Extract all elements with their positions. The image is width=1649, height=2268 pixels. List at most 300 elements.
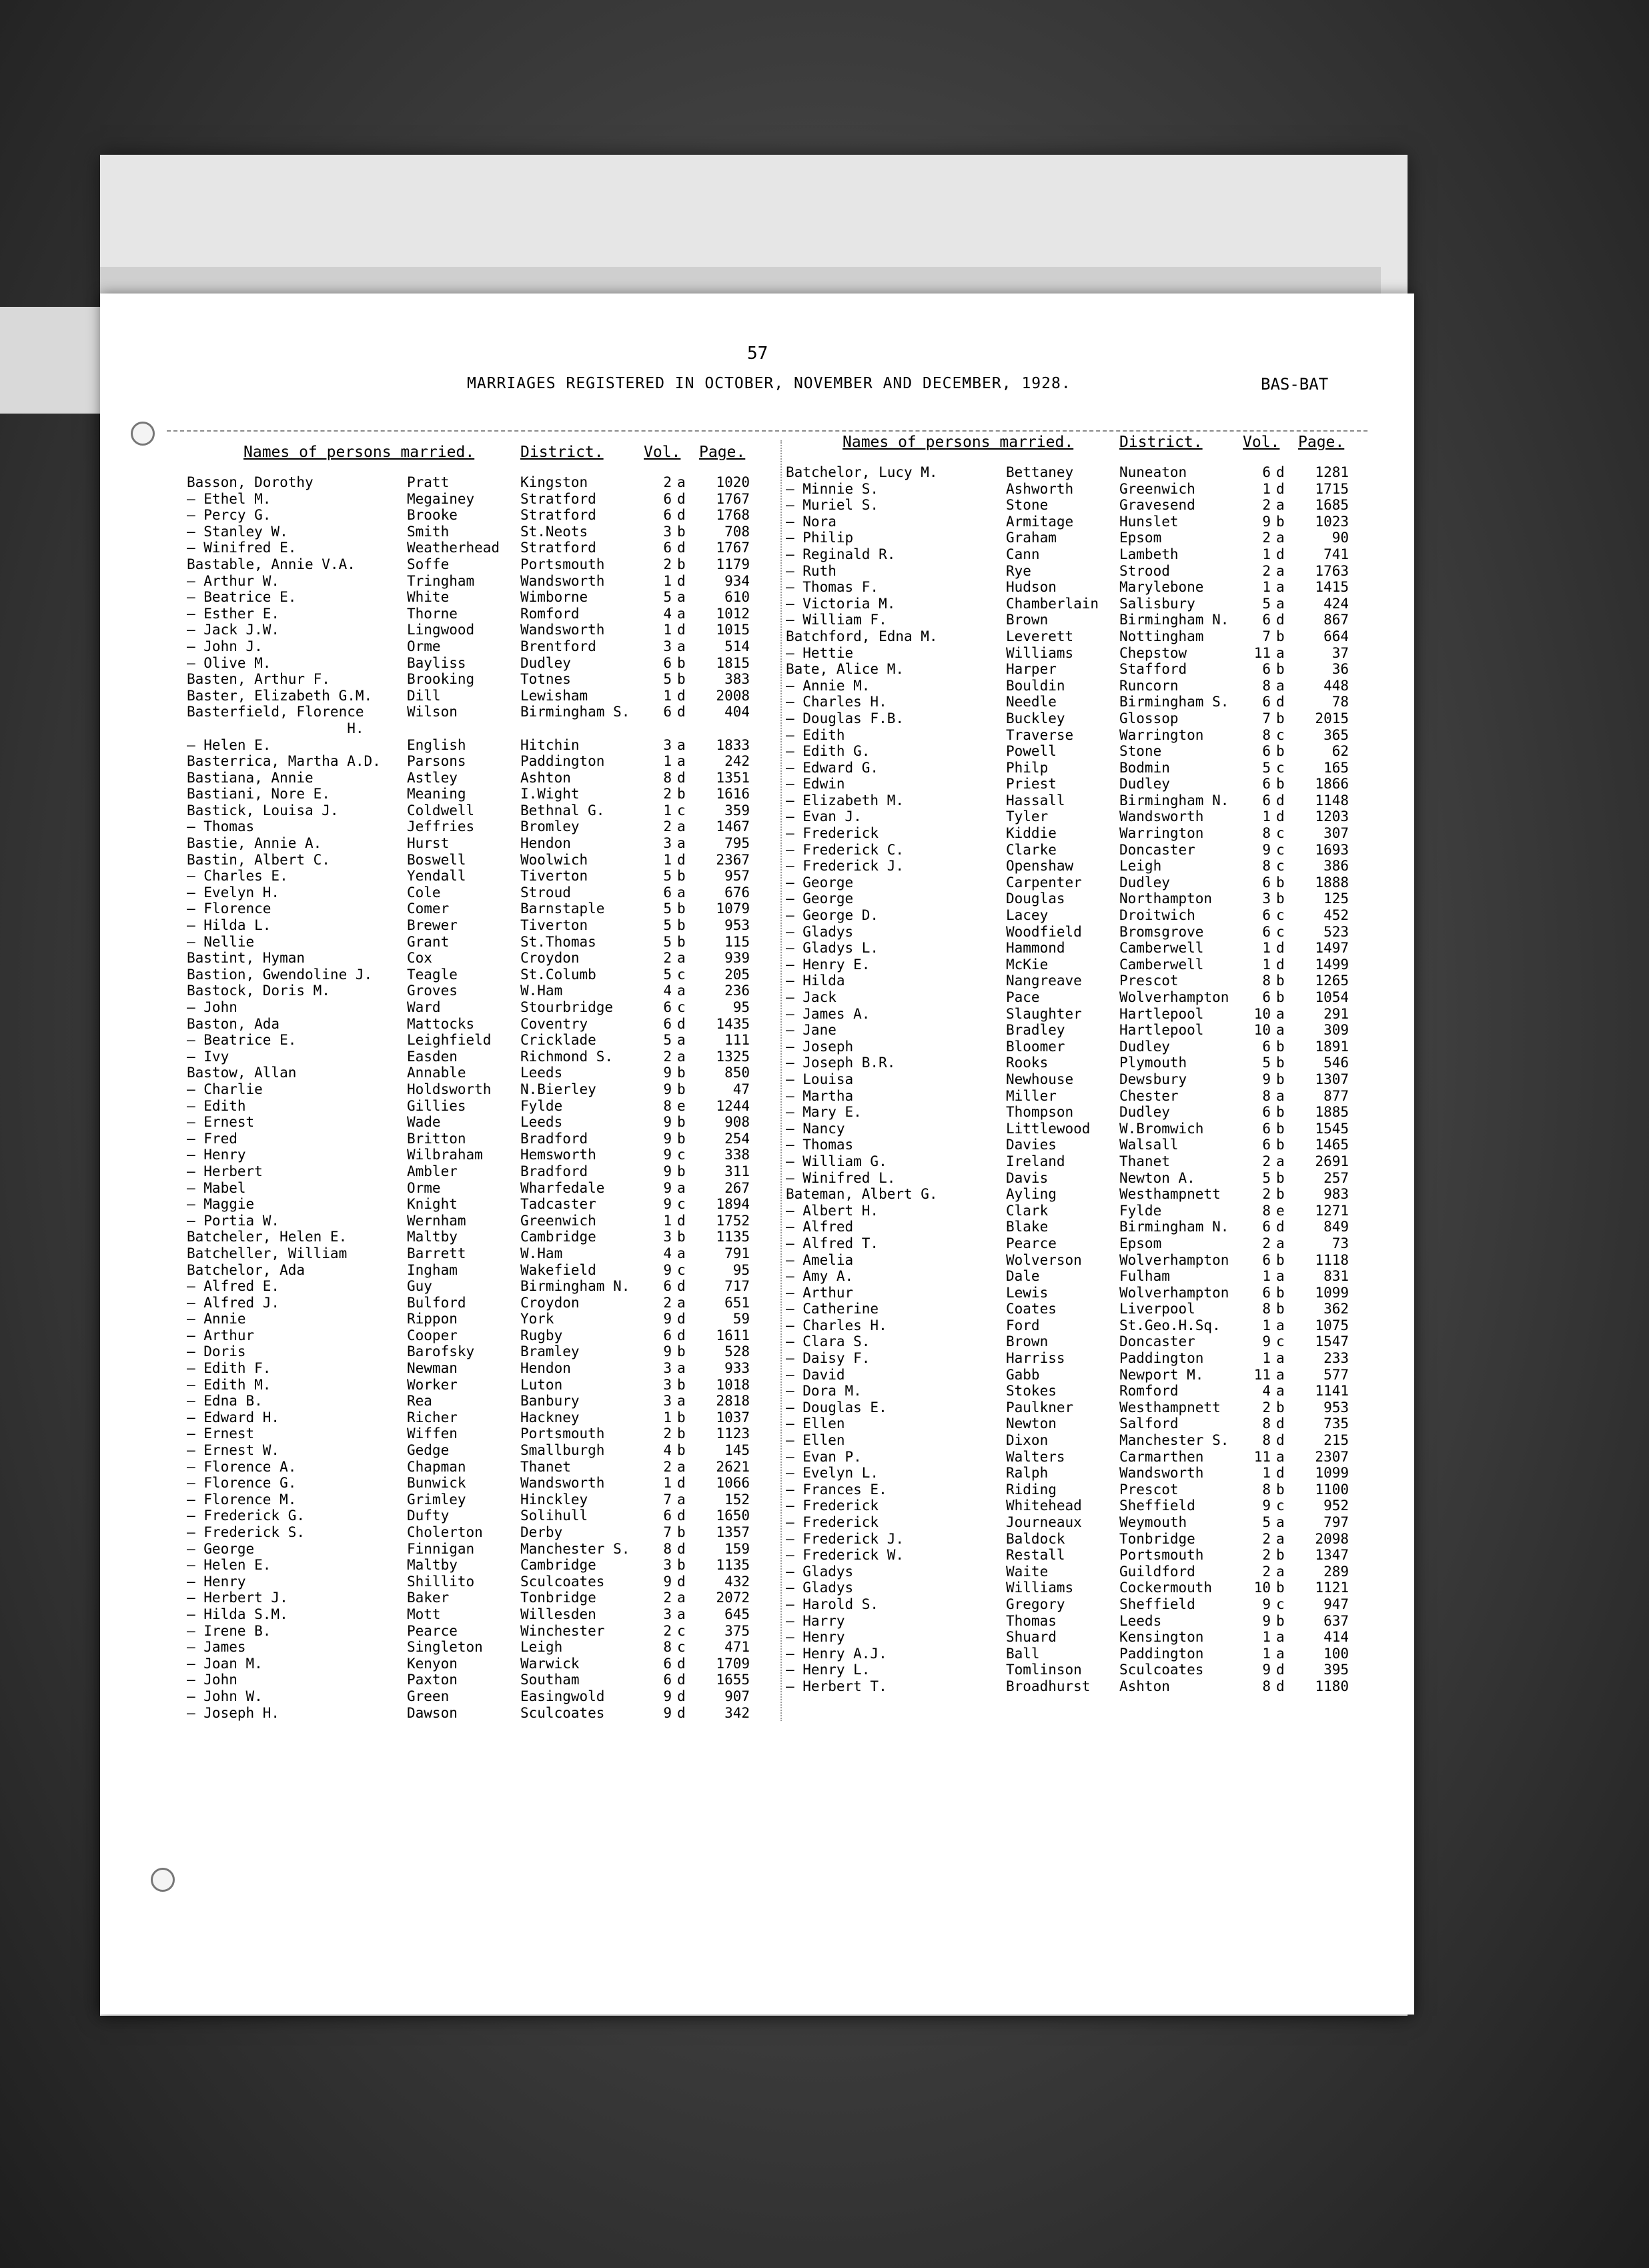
person-name: — Clara S. [786, 1333, 871, 1350]
volume-letter: c [1276, 1333, 1285, 1350]
spouse-surname: Finnigan [407, 1540, 475, 1557]
person-name: — Florence G. [187, 1475, 297, 1492]
volume-letter: c [677, 966, 686, 983]
table-row [786, 481, 1393, 498]
person-name: — Daisy F. [786, 1350, 871, 1367]
spouse-surname: Clark [1006, 1202, 1049, 1219]
volume: 1 [1262, 1350, 1271, 1367]
page-ref: 850 [724, 1065, 750, 1081]
table-row [187, 885, 794, 901]
district: Stourbridge [520, 999, 614, 1015]
volume-letter: c [1276, 825, 1285, 842]
table-row [786, 1465, 1393, 1482]
spouse-surname: Hassall [1006, 792, 1065, 808]
table-row [187, 1295, 794, 1311]
volume: 9 [663, 1196, 672, 1213]
table-row [187, 474, 794, 491]
volume: 8 [1262, 1202, 1271, 1219]
volume-letter: d [677, 769, 686, 786]
volume: 1 [1262, 1317, 1271, 1333]
volume: 8 [1262, 1678, 1271, 1694]
person-name: — Frederick [786, 825, 879, 842]
district: Romford [520, 605, 580, 622]
table-row [786, 858, 1393, 875]
page-ref: 365 [1323, 726, 1349, 743]
volume-letter: a [1276, 644, 1285, 661]
volume: 9 [663, 1573, 672, 1590]
volume: 10 [1253, 1580, 1271, 1596]
person-name: — Jack [786, 989, 837, 1005]
volume: 9 [663, 1343, 672, 1360]
page-ref: 73 [1331, 1235, 1349, 1251]
page-ref: 1891 [1315, 1038, 1349, 1055]
district: Wharfedale [520, 1179, 605, 1196]
district: Thanet [520, 1458, 571, 1475]
district: Stratford [520, 490, 596, 507]
spouse-surname: Stone [1006, 497, 1049, 514]
table-row [187, 540, 794, 556]
volume: 9 [663, 1130, 672, 1147]
district: Ashton [520, 769, 571, 786]
volume-letter: d [677, 1475, 686, 1492]
volume: 9 [1262, 1662, 1271, 1678]
volume-letter: a [1276, 677, 1285, 694]
person-name: — Frederick J. [786, 1530, 905, 1547]
spouse-surname: Wilson [407, 704, 458, 720]
district: Epsom [1119, 1235, 1162, 1251]
table-row [187, 1377, 794, 1393]
district: Nottingham [1119, 628, 1204, 644]
spouse-surname: Leverett [1006, 628, 1074, 644]
district: Winchester [520, 1622, 605, 1639]
district: Prescot [1119, 973, 1179, 989]
volume: 8 [1262, 677, 1271, 694]
table-row [786, 743, 1393, 760]
spouse-surname: Barofsky [407, 1343, 475, 1360]
volume-letter: c [1276, 858, 1285, 875]
page-title: MARRIAGES REGISTERED IN OCTOBER, NOVEMBER AND DECEMBER, 1928. [467, 375, 1071, 392]
spouse-surname: Kiddie [1006, 825, 1057, 842]
table-row [786, 1285, 1393, 1301]
spouse-surname: Riding [1006, 1481, 1057, 1498]
spouse-surname: Dale [1006, 1268, 1040, 1285]
page-ref: 708 [724, 523, 750, 540]
table-row [786, 710, 1393, 727]
spouse-surname: Baldock [1006, 1530, 1065, 1547]
person-name: — Arthur W. [187, 572, 280, 589]
district: Stratford [520, 507, 596, 524]
person-name: — Victoria M. [786, 595, 896, 612]
district: Manchester S. [520, 1540, 630, 1557]
spouse-surname: Clarke [1006, 841, 1057, 858]
volume: 8 [1262, 973, 1271, 989]
page-ref: 1141 [1315, 1383, 1349, 1399]
table-row [187, 507, 794, 524]
page-ref: 362 [1323, 1301, 1349, 1317]
person-name: Batcheller, William [187, 1245, 348, 1261]
page-ref: 797 [1323, 1514, 1349, 1530]
page-ref: 2008 [716, 687, 750, 704]
volume: 6 [663, 490, 672, 507]
table-row [187, 556, 794, 573]
table-row [786, 1662, 1393, 1678]
table-row [187, 1672, 794, 1688]
volume-letter: b [677, 786, 686, 802]
spouse-surname: Megainey [407, 490, 475, 507]
person-name: — Henry [786, 1629, 845, 1646]
table-row [786, 825, 1393, 842]
district: Camberwell [1119, 940, 1204, 957]
person-name: Bastiani, Nore E. [187, 786, 330, 802]
district: Birmingham N. [1119, 612, 1229, 628]
volume: 6 [663, 654, 672, 671]
volume-letter: b [1276, 891, 1285, 907]
page-ref: 452 [1323, 907, 1349, 924]
spouse-surname: Bradley [1006, 1022, 1065, 1039]
person-name: — Thomas [187, 818, 255, 835]
person-name: — Hilda L. [187, 917, 271, 934]
district: Newport M. [1119, 1366, 1204, 1383]
district: Tonbridge [520, 1590, 596, 1606]
district: Romford [1119, 1383, 1179, 1399]
page-ref: 414 [1323, 1629, 1349, 1646]
spouse-surname: Brown [1006, 1333, 1049, 1350]
table-row [187, 770, 794, 786]
spouse-surname: Davis [1006, 1169, 1049, 1186]
table-row [187, 606, 794, 622]
page-ref: 1547 [1315, 1333, 1349, 1350]
district: Bradford [520, 1130, 588, 1147]
person-name: — Louisa [786, 1071, 854, 1087]
volume: 8 [663, 1540, 672, 1557]
district: Birmingham S. [1119, 694, 1229, 710]
person-name: — Albert H. [786, 1202, 879, 1219]
right-column [786, 434, 1393, 1695]
table-row [187, 1032, 794, 1049]
page-ref: 939 [724, 950, 750, 967]
spouse-surname: Grant [407, 933, 450, 950]
district: Dudley [1119, 776, 1170, 792]
district: Doncaster [1119, 841, 1195, 858]
volume-letter: c [1276, 907, 1285, 924]
volume-letter: d [677, 490, 686, 507]
person-name: — Evan P. [786, 1448, 862, 1465]
page-ref: 1307 [1315, 1071, 1349, 1087]
volume-letter: d [1276, 792, 1285, 808]
district: Gravesend [1119, 497, 1195, 514]
volume-letter: b [1276, 1169, 1285, 1186]
spouse-surname: Cann [1006, 546, 1040, 562]
person-name: — Thomas F. [786, 579, 879, 596]
district: W.Bromwich [1119, 1120, 1204, 1137]
district: Guildford [1119, 1563, 1195, 1580]
person-name: — Irene B. [187, 1622, 271, 1639]
volume-letter: e [677, 1097, 686, 1114]
spouse-surname: Philp [1006, 759, 1049, 776]
volume: 6 [663, 1015, 672, 1032]
table-row [187, 573, 794, 590]
spouse-surname: Pace [1006, 989, 1040, 1005]
district: Lambeth [1119, 546, 1179, 562]
district: Warrington [1119, 726, 1204, 743]
volume: 1 [1262, 546, 1271, 562]
volume: 5 [663, 868, 672, 885]
volume-letter: a [677, 884, 686, 901]
volume-letter: d [1276, 1415, 1285, 1432]
table-row [187, 1327, 794, 1344]
table-row [187, 1262, 794, 1279]
district: Tadcaster [520, 1196, 596, 1213]
spouse-surname: Newman [407, 1360, 458, 1377]
page-ref: 645 [724, 1606, 750, 1622]
volume-letter: d [677, 622, 686, 638]
volume: 6 [663, 1672, 672, 1688]
person-name: — Gladys [786, 1580, 854, 1596]
page-ref: 257 [1323, 1169, 1349, 1186]
volume-letter: c [1276, 1596, 1285, 1612]
table-row [786, 1514, 1393, 1531]
person-name: — Frederick [786, 1498, 879, 1514]
spouse-surname: Davies [1006, 1137, 1057, 1153]
volume: 2 [1262, 497, 1271, 514]
table-row [786, 1104, 1393, 1121]
person-name: — James A. [786, 1005, 871, 1022]
spouse-surname: Grimley [407, 1491, 466, 1508]
volume: 2 [1262, 1563, 1271, 1580]
spouse-surname: Ambler [407, 1163, 458, 1179]
spouse-surname: Gregory [1006, 1596, 1065, 1612]
table-row [187, 491, 794, 508]
page-ref: 1351 [716, 769, 750, 786]
district: Paddington [1119, 1350, 1204, 1367]
person-name: — Annie M. [786, 677, 871, 694]
person-name: — Edith [187, 1097, 246, 1114]
volume-letter: b [1276, 743, 1285, 760]
district: Tiverton [520, 868, 588, 885]
volume: 2 [663, 474, 672, 490]
volume-letter: a [1276, 1530, 1285, 1547]
spouse-surname: Teagle [407, 966, 458, 983]
district: Birmingham N. [1119, 1219, 1229, 1235]
table-row [786, 1219, 1393, 1235]
person-name: — Ellen [786, 1432, 845, 1449]
volume-letter: d [677, 1212, 686, 1229]
table-row [187, 524, 794, 540]
page-ref: 1894 [716, 1196, 750, 1213]
person-name: — Elizabeth M. [786, 792, 905, 808]
person-name: — Winifred L. [786, 1169, 896, 1186]
district: Plymouth [1119, 1055, 1187, 1071]
table-row [187, 835, 794, 852]
page-ref: 1075 [1315, 1317, 1349, 1333]
volume: 6 [663, 1278, 672, 1295]
district: Sculcoates [520, 1704, 605, 1721]
page-ref: 717 [724, 1278, 750, 1295]
volume-letter: d [677, 1508, 686, 1524]
district: Hendon [520, 1360, 571, 1377]
spouse-surname: Carpenter [1006, 874, 1082, 891]
volume: 3 [663, 1229, 672, 1245]
district: Doncaster [1119, 1333, 1195, 1350]
spouse-surname: Groves [407, 983, 458, 999]
table-row [187, 1541, 794, 1558]
table-row [786, 1121, 1393, 1137]
person-name: — Arthur [786, 1284, 854, 1301]
district: W.Ham [520, 983, 563, 999]
volume: 5 [1262, 1514, 1271, 1530]
volume-letter: b [677, 1229, 686, 1245]
person-name: — Edward G. [786, 759, 879, 776]
page-ref: 610 [724, 589, 750, 606]
table-row [187, 1229, 794, 1245]
volume-letter: b [677, 556, 686, 572]
spouse-surname: Mattocks [407, 1015, 475, 1032]
page-ref: 651 [724, 1294, 750, 1311]
person-name: — Portia W. [187, 1212, 280, 1229]
header-page: Page. [1298, 434, 1345, 451]
page-ref: 1099 [1315, 1465, 1349, 1482]
person-name: — William F. [786, 612, 887, 628]
person-name: — Percy G. [187, 507, 271, 524]
volume-letter: c [1276, 726, 1285, 743]
table-row [187, 901, 794, 917]
person-name: Baston, Ada [187, 1015, 280, 1032]
spouse-surname: Lingwood [407, 622, 475, 638]
volume: 9 [1262, 841, 1271, 858]
person-name: — Esther E. [187, 605, 280, 622]
volume-letter: b [1276, 1481, 1285, 1498]
volume: 2 [1262, 1186, 1271, 1203]
page-ref: 2818 [716, 1393, 750, 1409]
page-ref: 907 [724, 1688, 750, 1704]
page-ref: 159 [724, 1540, 750, 1557]
volume: 6 [1262, 464, 1271, 480]
spouse-surname: Green [407, 1688, 450, 1704]
volume-letter: b [1276, 1284, 1285, 1301]
page-ref: 908 [724, 1114, 750, 1131]
person-name: Bate, Alice M. [786, 661, 905, 678]
district: Wolverhampton [1119, 1251, 1229, 1268]
page-ref: 1888 [1315, 874, 1349, 891]
person-name: Bastick, Louisa J. [187, 802, 339, 818]
page-ref: 952 [1323, 1498, 1349, 1514]
volume: 1 [1262, 579, 1271, 596]
page-ref: 125 [1323, 891, 1349, 907]
volume-letter: a [677, 638, 686, 654]
district: Lewisham [520, 687, 588, 704]
header-vol: Vol. [644, 444, 681, 461]
volume: 3 [663, 1557, 672, 1574]
page-ref: 1054 [1315, 989, 1349, 1005]
district: St.Neots [520, 523, 588, 540]
volume: 2 [663, 1048, 672, 1065]
volume-letter: d [677, 704, 686, 720]
table-row [786, 1383, 1393, 1399]
volume-letter: d [677, 1573, 686, 1590]
table-row [786, 1399, 1393, 1416]
volume: 9 [663, 1704, 672, 1721]
district: Birmingham N. [520, 1278, 630, 1295]
person-name: — Thomas [786, 1137, 854, 1153]
spouse-surname: Orme [407, 1179, 441, 1196]
person-name: — Muriel S. [786, 497, 879, 514]
table-row [786, 645, 1393, 662]
volume: 5 [1262, 1169, 1271, 1186]
table-row [187, 1098, 794, 1115]
district: Sculcoates [520, 1573, 605, 1590]
table-row [187, 1245, 794, 1262]
page-ref: 1545 [1315, 1120, 1349, 1137]
volume: 1 [1262, 940, 1271, 957]
spouse-surname: Restall [1006, 1547, 1065, 1564]
volume-letter: d [1276, 546, 1285, 562]
table-row [786, 973, 1393, 989]
table-row [187, 999, 794, 1016]
person-name: — Amelia [786, 1251, 854, 1268]
volume: 6 [1262, 743, 1271, 760]
volume-letter: a [677, 1294, 686, 1311]
district: Wandsworth [520, 572, 605, 589]
person-name: — Ruth [786, 562, 837, 579]
volume-letter: c [677, 999, 686, 1015]
header-district: District. [1119, 434, 1203, 451]
spouse-surname: Walters [1006, 1448, 1065, 1465]
district: Hinckley [520, 1491, 588, 1508]
person-name: — Alfred E. [187, 1278, 280, 1295]
volume: 3 [663, 1606, 672, 1622]
volume: 6 [1262, 776, 1271, 792]
spouse-surname: Smith [407, 523, 450, 540]
table-row [786, 875, 1393, 891]
spouse-surname: Coates [1006, 1301, 1057, 1317]
district: Fylde [1119, 1202, 1162, 1219]
volume-letter: b [677, 933, 686, 950]
table-row [187, 802, 794, 819]
page-ref: 1179 [716, 556, 750, 572]
person-name: — Henry [187, 1147, 246, 1163]
volume: 1 [1262, 1268, 1271, 1285]
volume: 1 [663, 753, 672, 770]
page-fold-edge [100, 267, 1381, 296]
person-name: — Evelyn H. [187, 884, 280, 901]
volume-letter: a [1276, 1514, 1285, 1530]
page-ref: 514 [724, 638, 750, 654]
page-ref: 1265 [1315, 973, 1349, 989]
volume: 6 [1262, 989, 1271, 1005]
volume-letter: d [1276, 612, 1285, 628]
district: Nuneaton [1119, 464, 1187, 480]
page-ref: 664 [1323, 628, 1349, 644]
page-ref: 342 [724, 1704, 750, 1721]
volume: 5 [1262, 759, 1271, 776]
person-name: — Herbert T. [786, 1678, 887, 1694]
volume: 2 [1262, 562, 1271, 579]
volume: 2 [663, 1458, 672, 1475]
volume-letter: b [677, 1557, 686, 1574]
volume-letter: c [1276, 1498, 1285, 1514]
district: Dewsbury [1119, 1071, 1187, 1087]
volume: 6 [1262, 661, 1271, 678]
person-name: — Edith F. [187, 1360, 271, 1377]
district: Dudley [520, 654, 571, 671]
volume: 2 [663, 1622, 672, 1639]
table-row [786, 907, 1393, 924]
table-row [786, 563, 1393, 580]
table-row [187, 934, 794, 951]
volume: 9 [663, 1688, 672, 1704]
table-row [786, 891, 1393, 907]
page-ref: 37 [1331, 644, 1349, 661]
